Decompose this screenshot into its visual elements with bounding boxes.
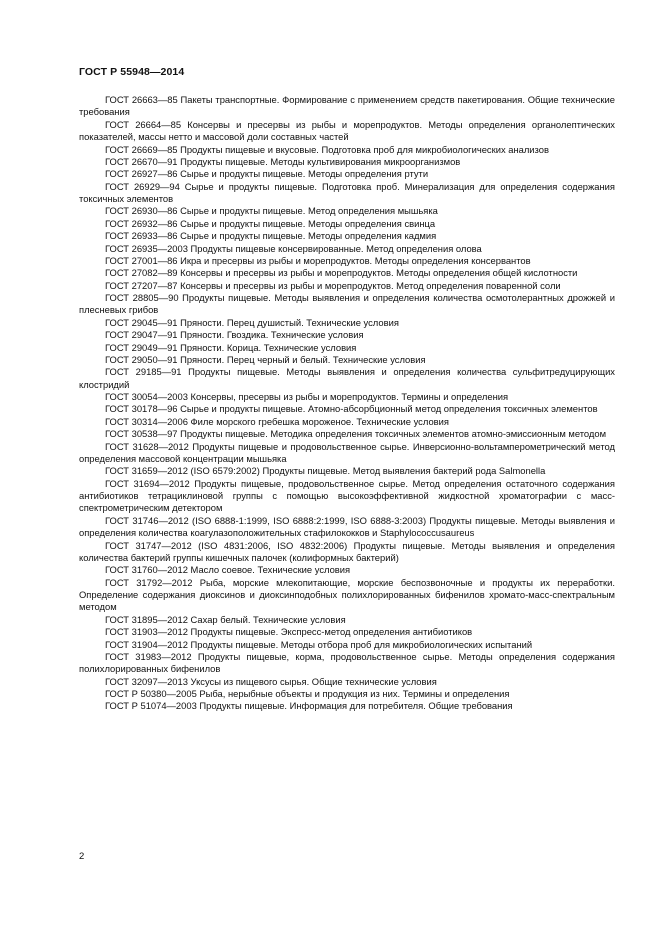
reference-item: ГОСТ 26669—85 Продукты пищевые и вкусовые. Подготовка проб для микробиологических анализов xyxy=(105,143,549,155)
reference-item: ГОСТ Р 51074—2003 Продукты пищевые. Информация для потребителя. Общие требования xyxy=(105,700,513,712)
reference-item: ГОСТ 29185—91 Продукты пищевые. Методы выявления и определения количества сульфитредуцирующих клостридий xyxy=(79,366,615,390)
reference-item: ГОСТ 26927—86 Сырье и продукты пищевые. Методы определения ртути xyxy=(105,168,429,180)
reference-item: ГОСТ 31694—2012 Продукты пищевые, продовольственное сырье. Метод определения остаточного содержания антибиотиков тетрациклиновой группы с помощью высокоэффективной жидкостной хроматографии с масс-спектрометрическим детектором xyxy=(79,477,615,514)
reference-item: ГОСТ Р 50380—2005 Рыба, нерыбные объекты и продукция из них. Термины и определения xyxy=(105,688,510,699)
reference-item: ГОСТ 26930—86 Сырье и продукты пищевые. Метод определения мышьяка xyxy=(105,205,438,217)
reference-item: ГОСТ 31983—2012 Продукты пищевые, корма, продовольственное сырье. Методы определения содержания полихлорированных бифенилов xyxy=(79,650,615,675)
reference-item: ГОСТ 31628—2012 Продукты пищевые и продовольственное сырье. Инверсионно-вольтамперометрический метод определения массовой концентрации мышьяка xyxy=(79,440,615,464)
reference-item: ГОСТ 28805—90 Продукты пищевые. Методы выявления и определения количества осмотолерантных дрожжей и плесневых грибов xyxy=(79,292,615,316)
reference-item: ГОСТ 26932—86 Сырье и продукты пищевые. Методы определения свинца xyxy=(105,217,436,229)
reference-item: ГОСТ 29047—91 Пряности. Гвоздика. Технические условия xyxy=(105,329,364,341)
normative-references-list xyxy=(79,94,615,713)
reference-item: ГОСТ 30538—97 Продукты пищевые. Методика определения токсичных элементов атомно-эмиссионным методом xyxy=(105,428,607,440)
reference-item: ГОСТ 29049—91 Пряности. Корица. Технические условия xyxy=(105,341,357,353)
reference-item: ГОСТ 26663—85 Пакеты транспортные. Формирование с применением средств пакетирования. Общие технические требования xyxy=(79,94,615,118)
reference-item: ГОСТ 26670—91 Продукты пищевые. Методы культивирования микроорганизмов xyxy=(105,155,461,167)
reference-item: ГОСТ 27207—87 Консервы и пресервы из рыбы и морепродуктов. Метод определения поваренной соли xyxy=(105,279,561,291)
reference-item: ГОСТ 27001—86 Икра и пресервы из рыбы и морепродуктов. Методы определения консервантов xyxy=(105,254,531,266)
reference-item: ГОСТ 31792—2012 Рыба, морские млекопитающие, морские беспозвоночные и продукты их переработки. Определение содержания диоксинов и диоксинподобных полихлорированных бифенилов хромато-масс-спектральным методом xyxy=(79,576,615,613)
reference-item: ГОСТ 27082—89 Консервы и пресервы из рыбы и морепродуктов. Методы определения общей кислотности xyxy=(105,267,578,279)
reference-item: ГОСТ 31904—2012 Продукты пищевые. Методы отбора проб для микробиологических испытаний xyxy=(105,638,533,650)
page-number: 2 xyxy=(79,851,85,862)
reference-item: ГОСТ 29050—91 Пряности. Перец черный и белый. Технические условия xyxy=(105,353,426,365)
reference-item: ГОСТ 31747—2012 (ISO 4831:2006, ISO 4832:2006) Продукты пищевые. Методы выявления и определения количества бактерий группы кишечных палочек (колиформных бактерий) xyxy=(79,539,615,563)
reference-item: ГОСТ 31746—2012 (ISO 6888-1:1999, ISO 6888:2:1999, ISO 6888-3:2003) Продукты пищевые. Методы выявления и определения количества коагулазоположительных стафилококков и Staphylococcusaureus xyxy=(79,514,615,539)
reference-item: ГОСТ 30054—2003 Консервы, пресервы из рыбы и морепродуктов. Термины и определения xyxy=(105,391,509,402)
reference-item: ГОСТ 29045—91 Пряности. Перец душистый. Технические условия xyxy=(105,316,399,328)
reference-item: ГОСТ 26935—2003 Продукты пищевые консервированные. Метод определения олова xyxy=(105,242,482,254)
reference-item: ГОСТ 26929—94 Сырье и продукты пищевые. Подготовка проб. Минерализация для определения содержания токсичных элементов xyxy=(79,180,615,204)
reference-item: ГОСТ 31760—2012 Масло соевое. Технические условия xyxy=(105,564,351,576)
reference-item: ГОСТ 31903—2012 Продукты пищевые. Экспресс-метод определения антибиотиков xyxy=(105,626,473,638)
reference-item: ГОСТ 26664—85 Консервы и пресервы из рыбы и морепродуктов. Методы определения органолептических показателей, массы нетто и массовой доли составных частей xyxy=(79,118,615,143)
reference-item: ГОСТ 30314—2006 Филе морского гребешка мороженое. Технические условия xyxy=(105,415,449,427)
reference-item: ГОСТ 31895—2012 Сахар белый. Технические условия xyxy=(105,613,346,625)
page-header: ГОСТ Р 55948—2014 xyxy=(79,66,185,78)
reference-item: ГОСТ 26933—86 Сырье и продукты пищевые. Методы определения кадмия xyxy=(105,230,437,242)
reference-item: ГОСТ 31659—2012 (ISO 6579:2002) Продукты пищевые. Метод выявления бактерий рода Salmonella xyxy=(105,465,546,477)
reference-item: ГОСТ 32097—2013 Уксусы из пищевого сырья. Общие технические условия xyxy=(105,675,437,687)
reference-item: ГОСТ 30178—96 Сырье и продукты пищевые. Атомно-абсорбционный метод определения токсичных элементов xyxy=(105,403,598,415)
